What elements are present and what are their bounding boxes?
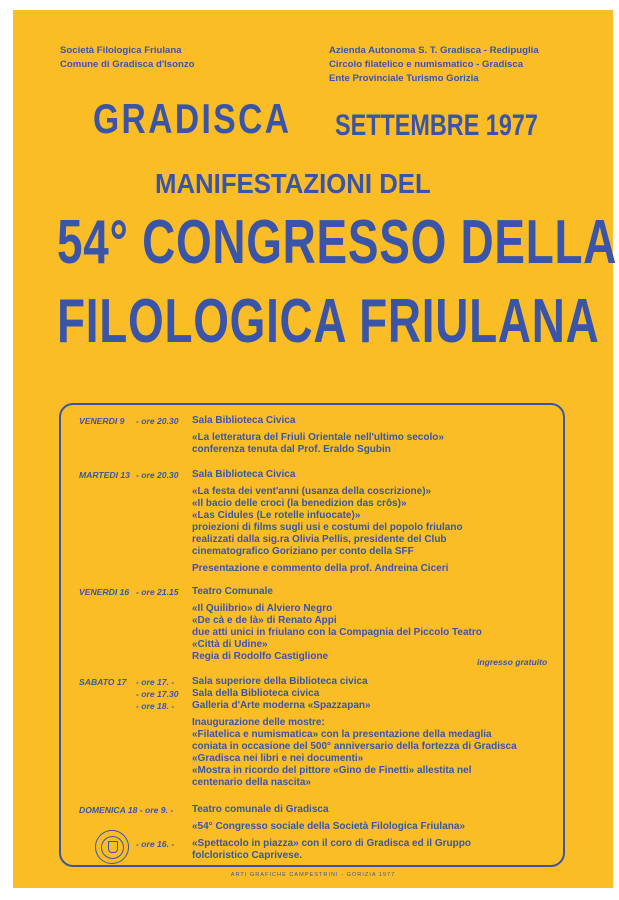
event-time: - ore 20.30 [136,470,179,480]
event-line: realizzati dalla sig.ra Olivia Pellis, presidente del Club [192,534,447,545]
event-time: - ore 20.30 [136,416,179,426]
event-venue: Galleria d'Arte moderna «Spazzapan» [192,700,371,711]
printer-credit: ARTI GRAFICHE CAMPESTRINI - GORIZIA 1977 [230,872,396,878]
header-line: Comune di Gradisca d'Isonzo [60,59,195,70]
header-right [329,44,539,86]
event-line: proiezioni di films sugli usi e costumi del popolo friulano [192,522,463,533]
event-day: SABATO 17 [79,677,127,687]
event-line: centenario della nascita» [192,777,311,788]
event-venue: Teatro Comunale [192,586,273,597]
event-time: - ore 17.30 [136,689,179,699]
event-line: Regia di Rodolfo Castiglione [192,651,329,662]
title-manifestazioni: MANIFESTAZIONI DEL [155,168,431,199]
header-line: Società Filologica Friulana [60,45,182,56]
event-line: «Spettacolo in piazza» con il coro di Gradisca ed il Gruppo [192,838,471,849]
header-line: Ente Provinciale Turismo Gorizia [329,73,479,84]
event-line: folcloristico Caprivese. [192,850,303,861]
header-left [60,44,194,72]
event-day: VENERDI 16 [79,587,130,597]
event-line: Presentazione e commento della prof. Andreina Ciceri [192,563,449,574]
title-filologica: FILOLOGICA FRIULANA [57,287,600,356]
event-venue: Teatro comunale di Gradisca [192,804,329,815]
event-line: due atti unici in friulano con la Compagnia del Piccolo Teatro [192,627,482,638]
event-line: «54° Congresso sociale della Società Filologica Friulana» [192,821,465,832]
title-congresso: 54° CONGRESSO DELLA [57,208,618,277]
event-time: - ore 17. - [136,677,175,687]
event-line: conferenza tenuta dal Prof. Eraldo Sgubin [192,444,391,455]
header-line: Circolo filatelico e numismatico - Gradisca [329,59,524,70]
title-date: SETTEMBRE 1977 [335,109,538,142]
event-line: cinematografico Goriziano per conto della SFF [192,546,414,557]
event-venue: Sala Biblioteca Civica [192,469,296,480]
event-line: «Il Quilibrio» di Alviero Negro [192,603,333,614]
event-line: «La letteratura del Friuli Orientale nell'ultimo secolo» [192,432,444,443]
event-line: «Filatelica e numismatica» con la presentazione della medaglia [192,729,492,740]
header-line: Azienda Autonoma S. T. Gradisca - Redipuglia [329,45,539,56]
event-venue: Sala superiore della Biblioteca civica [192,676,368,687]
event-line: «Il bacio delle croci (la benedizion das crôs)» [192,498,407,509]
event-venue: Sala della Biblioteca civica [192,688,320,699]
event-line: «De cà e de là» di Renato Appi [192,615,337,626]
event-line: Inaugurazione delle mostre: [192,717,325,728]
event-time: - ore 21.15 [136,587,179,597]
event-time: - ore 18. - [136,701,175,711]
event-line: «Gradisca nei libri e nei documenti» [192,753,364,764]
event-day: DOMENICA 18 - ore 9. - [79,805,174,815]
event-line: «Città di Udine» [192,639,268,650]
event-day: VENERDI 9 [79,416,125,426]
event-day: MARTEDI 13 [79,470,130,480]
seal-stamp [95,830,129,864]
event-line: «Mostra in ricordo del pittore «Gino de Finetti» allestita nel [192,765,472,776]
title-city: GRADISCA [93,95,292,142]
event-line: «Las Cidules (Le rotelle infuocate)» [192,510,361,521]
event-line: «La festa dei vent'anni (usanza della coscrizione)» [192,486,432,497]
event-note: ingresso gratuito [477,657,548,667]
poster [13,10,618,888]
event-venue: Sala Biblioteca Civica [192,415,296,426]
event-line: coniata in occasione del 500° anniversario della fortezza di Gradisca [192,741,517,752]
event-time: - ore 16. - [136,839,175,849]
